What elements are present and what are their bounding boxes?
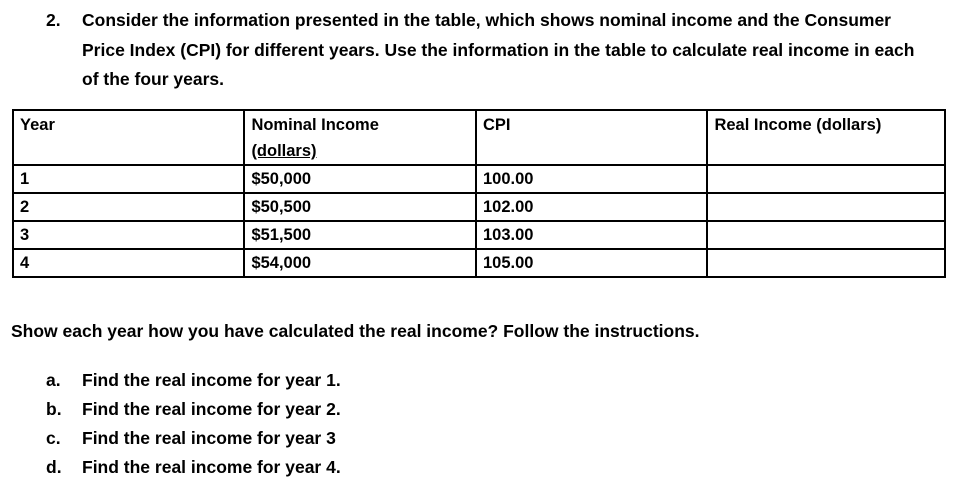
task-text: Find the real income for year 1. <box>82 370 341 390</box>
header-nominal-income <box>244 110 476 165</box>
cell-cpi: 103.00 <box>476 221 707 249</box>
question-number: 2. <box>46 10 61 30</box>
question-text: Consider the information presented in the table, which shows nominal income and the Consumer Price Index (CPI) for different years. Use the information in the table to calculate real income in each of the four years. <box>82 10 915 89</box>
task-letter: b. <box>46 399 62 419</box>
cell-cpi: 100.00 <box>476 165 707 193</box>
cell-real-income[interactable] <box>707 193 945 221</box>
cell-year: 3 <box>13 221 244 249</box>
table-row <box>13 249 945 277</box>
task-letter: a. <box>46 370 61 390</box>
table-row <box>13 165 945 193</box>
cell-cpi: 102.00 <box>476 193 707 221</box>
task-letter: d. <box>46 457 62 477</box>
table-row <box>13 193 945 221</box>
question-block <box>46 6 926 95</box>
cell-nominal: $51,500 <box>244 221 476 249</box>
header-real-income: Real Income (dollars) <box>707 110 945 165</box>
cell-real-income[interactable] <box>707 165 945 193</box>
cell-nominal: $50,500 <box>244 193 476 221</box>
header-year: Year <box>13 110 244 165</box>
cell-real-income[interactable] <box>707 221 945 249</box>
header-nominal-line2: (dollars) <box>251 142 317 160</box>
table-header-row <box>13 110 945 165</box>
task-text: Find the real income for year 2. <box>82 399 341 419</box>
cell-nominal: $54,000 <box>244 249 476 277</box>
task-text: Find the real income for year 4. <box>82 457 341 477</box>
cell-cpi: 105.00 <box>476 249 707 277</box>
cell-real-income[interactable] <box>707 249 945 277</box>
cell-year: 4 <box>13 249 244 277</box>
cell-year: 2 <box>13 193 244 221</box>
header-cpi: CPI <box>476 110 707 165</box>
task-text: Find the real income for year 3 <box>82 428 336 448</box>
cell-year: 1 <box>13 165 244 193</box>
instruction-text: Show each year how you have calculated the real income? Follow the instructions. <box>11 321 700 341</box>
task-letter: c. <box>46 428 61 448</box>
income-table <box>12 109 946 278</box>
table-row <box>13 221 945 249</box>
cell-nominal: $50,000 <box>244 165 476 193</box>
header-nominal-line1: Nominal Income <box>251 116 379 134</box>
